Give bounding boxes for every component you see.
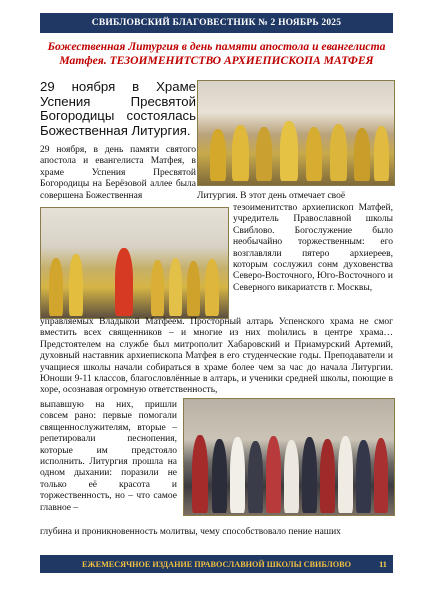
photo-altar-clergy bbox=[197, 80, 395, 186]
header-text: СВИБЛОВСКИЙ БЛАГОВЕСТНИК № 2 НОЯБРЬ 2025 bbox=[91, 18, 342, 28]
title-line-2: Матфея. ТЕЗОИМЕНИТСТВО АРХИЕПИСКОПА МАТФЕЯ bbox=[59, 54, 374, 67]
newsletter-header bbox=[40, 13, 393, 33]
page-number: 11 bbox=[379, 559, 387, 569]
photo-church-service bbox=[40, 207, 229, 319]
lead-paragraph: 29 ноября в Храме Успения Пресвятой Богородицы состоялась Божественная Литургия. bbox=[40, 79, 196, 138]
footer-text: ЕЖЕМЕСЯЧНОЕ ИЗДАНИЕ ПРАВОСЛАВНОЙ ШКОЛЫ СВИБЛОВО bbox=[82, 559, 351, 569]
paragraph-3: управляемых Владыкой Матфеем. Просторный алтарь Успенского храма не смог вместить всех священников – и многие из них molились в центре храма… Предстоятелем на службе был митрополит Хабаровский и Приамурский Артемий, духовный наставник архиепископа Матфея в его студенческие годы. Преподаватели и учащиеся школы начали собираться в храме более чем за час до начала Литургии. Юноши 9-11 классов, благословлённые в алтарь, и ученики средней школы, поющие в хоре, осознавая огромную ответственность, bbox=[40, 317, 393, 396]
newsletter-footer bbox=[40, 555, 393, 573]
article-title bbox=[40, 40, 393, 68]
photo-choir-students bbox=[183, 398, 395, 516]
title-line-1: Божественная Литургия в день памяти апостола и евангелиста bbox=[47, 40, 386, 53]
paragraph-2: тезоименитство архиепископ Матфей, учредитель Православной школы Свиблово. Богослужение было необычайно торжественным: его возглавляли пятеро архиереев, которым сослужил сонм духовенства Северо-Восточного, Юго-Восточного и Северного викариатств г. Москвы, bbox=[233, 203, 393, 293]
paragraph-1-continuation: Литургия. В этот день отмечает своё bbox=[197, 191, 346, 201]
paragraph-1: 29 ноября, в день памяти святого апостола и евангелиста Матфея, в храме Успения Пресвятой Богородицы на Берёзовой аллее была совершена Божественная bbox=[40, 145, 196, 201]
paragraph-5: глубина и проникновенность молитвы, чему способствовало пение наших bbox=[40, 527, 341, 537]
paragraph-4: выпавшую на них, пришли совсем рано: первые помогали священнослужителям, вторые – репетировали песнопения, которые им предстояло исполнить. Литургия прошла на одном дыхании: поразили не только её красота и торжественность, но – что самое главное – bbox=[40, 400, 177, 513]
